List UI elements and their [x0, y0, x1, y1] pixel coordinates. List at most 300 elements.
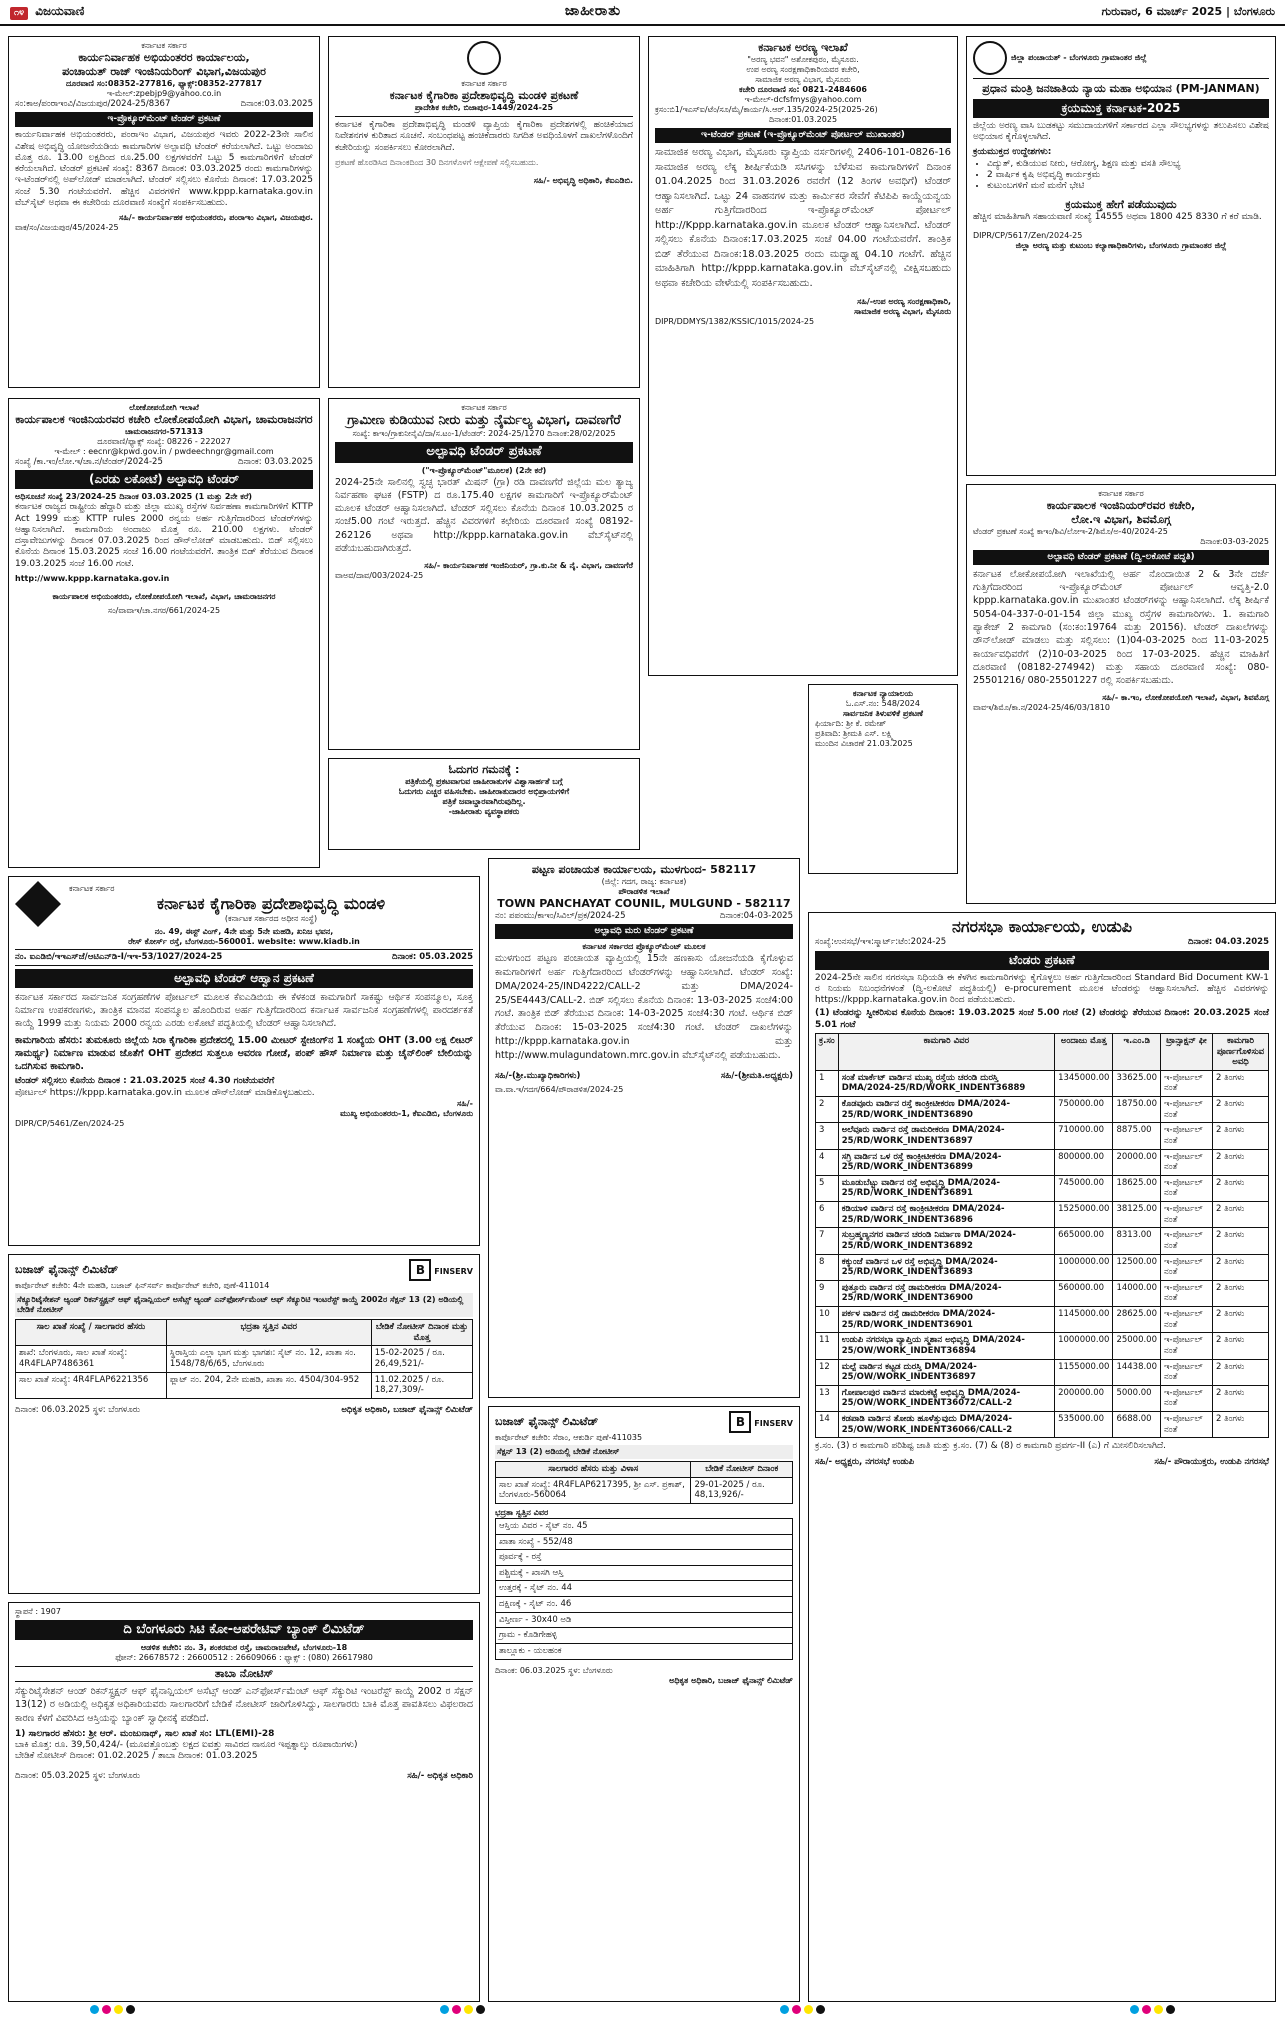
notice-line: ಕರ್ನಾಟಕ ನ್ಯಾಯಾಲಯ — [852, 689, 914, 698]
table-cell: 38125.00 — [1113, 1202, 1161, 1228]
ad-ref: ಟೆಂಡರ್ ಪ್ರಕಟಣೆ ಸಂಖ್ಯೆ ಕಾಇಂ/ಶಿವಿ/ಲೋಇ-2/ಶಿಮೊ/ಅ-40/2024-25 — [973, 526, 1168, 536]
ad-body: ಕರ್ನಾಟಕ ಲೋಕೋಪಯೋಗಿ ಇಲಾಖೆಯಲ್ಲಿ ಅರ್ಹ ನೊಂದಾಯಿತ 2 & 3ನೇ ದರ್ಜೆ ಗುತ್ತಿಗೆದಾರರಿಂದ ಇ-ಪ್ರೊಕ್ಯೂರ್‌ಮೆಂಟ್ ಪೋರ್ಟಲ್ ಆವೃತ್ತಿ-2.0 kppp.karnataka.gov.in ಮುಖಾಂತರ ಟೆಂಡರ್‌ಗಳನ್ನು ಆಹ್ವಾನಿಸಲಾಗಿದೆ. ಲೆಕ್ಕ ಶೀರ್ಷಿಕೆ 5054-04-337-0-01-154 ಜಿಲ್ಲಾ ಮುಖ್ಯ ರಸ್ತೆಗಳ ಕಾಮಗಾರಿಗಳು. 1. ಕಾಮಗಾರಿ ಪ್ಯಾಕೇಜ್ 2 ಕಾಮಗಾರಿ (ಸಂ:ಕಂ:19764 ಮತ್ತು 20156). ಟೆಂಡರ್ ದಾಖಲೆಗಳನ್ನು ಡೌನ್‌ಲೋಡ್ ಮಾಡಲು ಮತ್ತು ಸಲ್ಲಿಸಲು: (1)04-03-2025 ರಿಂದ 11-03-2025 ಕಾರ್ಯಾವಧಿವರೆಗೆ (2)10-03-2025 ರಿಂದ 17-03-2025. ಹೆಚ್ಚಿನ ಮಾಹಿತಿಗೆ ದೂರವಾಣಿ (08182-274942) ಮತ್ತು ಸಹಾಯ ದೂರವಾಣಿ ಸಂಖ್ಯೆ: 080-25501216/ 080-25501227 ರಲ್ಲಿ ಸಂಪರ್ಕಿಸಬಹುದು. — [973, 568, 1269, 687]
ad-phone: ಫೋನ್: 26678572 : 26600512 : 26609066 : ಫ್ಯಾಕ್ಸ್ : (080) 26617980 — [115, 1653, 373, 1663]
ad-sub-banner: ಕರ್ನಾಟಕ ಸರ್ಕಾರದ ಪ್ರೊಕ್ಯೂರ್‌ಮೆಂಟ್ ಮೂಲಕ — [582, 942, 706, 952]
ad-item: ಬೇಡಿಕೆ ನೋಟೀಸ್ ದಿನಾಂಕ: 01.02.2025 / ತಾಬಾ ದಿನಾಂಕ: 01.03.2025 — [15, 1751, 258, 1762]
ad-signature: ಸಹಿ/- — [457, 1098, 473, 1108]
ad-rdws-davanagere — [328, 398, 640, 750]
notice-title: ಓದುಗರ ಗಮನಕ್ಕೆ : — [448, 763, 520, 776]
table-row — [816, 1280, 1269, 1306]
table-cell: 12500.00 — [1113, 1254, 1161, 1280]
ad-title: ನಗರಸಭಾ ಕಾರ್ಯಾಲಯ, ಉಡುಪಿ — [951, 917, 1133, 936]
table-cell: 2 ತಿಂಗಳು — [1213, 1123, 1269, 1149]
table-cell: ಇ-ಪೋರ್ಟಲ್ ನಂತೆ — [1161, 1228, 1213, 1254]
table-cell: 18625.00 — [1113, 1175, 1161, 1201]
magenta-dot-icon — [102, 2005, 111, 2014]
page-number: ೧೪ — [10, 7, 28, 20]
bajaj-logo-icon: B — [729, 1411, 751, 1433]
table-cell: ಇ-ಪೋರ್ಟಲ್ ನಂತೆ — [1161, 1359, 1213, 1385]
ad-udupi-cmc — [808, 912, 1276, 2002]
ad-court-notice — [808, 684, 958, 874]
table-cell: ಇ-ಪೋರ್ಟಲ್ ನಂತೆ — [1161, 1149, 1213, 1175]
color-registration-marks — [90, 2005, 135, 2014]
ad-body: ಕರ್ನಾಟಕ ರಾಜ್ಯದ ರಾಷ್ಟ್ರೀಯ ಹೆದ್ದಾರಿ ಮತ್ತು ಜಿಲ್ಲಾ ಮುಖ್ಯ ರಸ್ತೆಗಳ ನಿರ್ವಹಣಾ ಕಾಮಗಾರಿಗಳಿಗೆ KTTP Act 1999 ಮತ್ತು KTTP rules 2000 ರನ್ವಯ ಅರ್ಹ ಗುತ್ತಿಗೆದಾರರಿಂದ ಟೆಂಡರ್‌ಗಳನ್ನು ಆಹ್ವಾನಿಸಲಾಗಿದೆ. ಕಾಮಗಾರಿಯ ಅಂದಾಜು ಮೊತ್ತ ರೂ. 210.00 ಲಕ್ಷಗಳು. ಟೆಂಡರ್ ದಸ್ತಾವೇಜುಗಳನ್ನು ದಿನಾಂಕ 07.03.2025 ರಿಂದ ಡೌನ್‌ಲೋಡ್ ಮಾಡಬಹುದು. ಬಿಡ್ ಸಲ್ಲಿಸಲು ಕೊನೆಯ ದಿನಾಂಕ 15.03.2025 ಸಂಜೆ 16.00 ಗಂಟೆಯವರೆಗೆ. ತಾಂತ್ರಿಕ ಬಿಡ್ ತೆರೆಯುವ ದಿನಾಂಕ 19.03.2025 ಸಂಜೆ 16.00 ಗಂಟೆ. — [15, 502, 313, 569]
ad-dates: (1) ಟೆಂಡರನ್ನು ಸ್ವೀಕರಿಸುವ ಕೊನೆಯ ದಿನಾಂಕ: 19.03.2025 ಸಂಜೆ 5.00 ಗಂಟೆ (2) ಟೆಂಡರನ್ನು ತೆರೆಯುವ ದಿನಾಂಕ: 20.03.2025 ಸಂಜೆ 5.01 ಗಂಟೆ — [815, 1008, 1269, 1030]
ad-title: ಕರ್ನಾಟಕ ಕೈಗಾರಿಕಾ ಪ್ರದೇಶಾಭಿವೃದ್ಧಿ ಮಂಡಳಿ — [156, 894, 386, 913]
ad-ref: ಸಂಖ್ಯೆ:ಉನಸಭೆ/ಇಇ:ಸ್ಮಾರ್ಟ್:ಟೆಂ:2024-25 — [815, 937, 947, 947]
table-row — [496, 1565, 793, 1581]
table-cell: 8 — [816, 1254, 839, 1280]
table-cell: 28625.00 — [1113, 1307, 1161, 1333]
ad-footer: ದಿನಾಂಕ: 06.03.2025 ಸ್ಥಳ: ಬೆಂಗಳೂರು — [15, 1404, 141, 1415]
table-cell: 33625.00 — [1113, 1070, 1161, 1096]
table-row — [816, 1385, 1269, 1411]
ad-footer: DIPR/CP/5617/Zen/2024-25 — [973, 231, 1083, 241]
table-cell: 14000.00 — [1113, 1280, 1161, 1306]
ad-gov-label: ಕರ್ನಾಟಕ ಸರ್ಕಾರ — [1098, 489, 1144, 498]
table-cell: 2 ತಿಂಗಳು — [1213, 1097, 1269, 1123]
table-row — [496, 1643, 793, 1659]
table-cell: ಗ್ರಾಮ - ಕೊಡಿಗೇಹಳ್ಳಿ — [496, 1628, 793, 1644]
ad-section-title: ಕ್ರಯಮುಕ್ತ ಹೇಗೆ ಪಡೆಯುವುದು — [1065, 198, 1177, 212]
table-row — [816, 1070, 1269, 1096]
ad-contact: ಹೆಚ್ಚಿನ ಮಾಹಿತಿಗಾಗಿ ಸಹಾಯವಾಣಿ ಸಂಖ್ಯೆ 14555 ಅಥವಾ 1800 425 8330 ಗೆ ಕರೆ ಮಾಡಿ. — [973, 212, 1262, 222]
table-cell: 2 ತಿಂಗಳು — [1213, 1175, 1269, 1201]
table-row — [816, 1175, 1269, 1201]
table-row — [496, 1477, 793, 1503]
ad-ref: ಸಂಖ್ಯೆ: ಕಾಇಂ/ಗ್ರಾಕುನೀನೈವಿ/ದಾ/ಸ.ಟಂ-1/ಟೆಂಡರ್: 2024-25/1270 ದಿನಾಂಕ:28/02/2025 — [352, 429, 616, 439]
ad-footer: DIPR/CP/5461/Zen/2024-25 — [15, 1118, 125, 1128]
ad-dept: ಪಂಚಾಯತ್ ರಾಜ್ ಇಂಜಿನಿಯರಿಂಗ್ ವಿಭಾಗ,ವಿಜಯಪುರ — [62, 64, 266, 78]
ad-address-3: ಸಾಮಾಜಿಕ ಅರಣ್ಯ ವಿಭಾಗ, ಮೈಸೂರು — [755, 74, 851, 84]
ad-note: ಪ್ರಕಟಣೆ ಹೊರಡಿಸಿದ ದಿನಾಂಕದಿಂದ 30 ದಿನಗಳೊಳಗೆ ಆಕ್ಷೇಪಣೆ ಸಲ್ಲಿಸಬಹುದು. — [335, 157, 539, 167]
ad-kiadb-tender — [8, 876, 480, 1246]
ad-banner: ಅಲ್ಪಾವಧಿ ಟೆಂಡರ್ ಪ್ರಕಟಣೆ — [335, 442, 633, 462]
ad-title: ದಿ ಬೆಂಗಳೂರು ಸಿಟಿ ಕೋ-ಆಪರೇಟಿವ್ ಬ್ಯಾಂಕ್ ಲಿಮಿಟೆಡ್ — [15, 1620, 473, 1640]
table-header: ಸಾಲ ಖಾತೆ ಸಂಖ್ಯೆ / ಸಾಲಗಾರರ ಹೆಸರು — [16, 1320, 167, 1346]
cyan-dot-icon — [440, 2005, 449, 2014]
ad-body: 2024-25ನೇ ಸಾಲಿನ ನಗರಸಭಾ ನಿಧಿಯಡಿ ಈ ಕೆಳಗಿನ ಕಾಮಗಾರಿಗಳನ್ನು ಕೈಗೊಳ್ಳಲು ಅರ್ಹ ಗುತ್ತಿಗೆದಾರರಿಂದ Standard Bid Document KW-1 ರ ನಿಯಮ ನಿಬಂಧನೆಗಳಂತೆ (ದ್ವಿ-ಲಕೋಟೆ ಪದ್ಧತಿಯಲ್ಲಿ) e-procurement ಮೂಲಕ ಟೆಂಡರನ್ನು ಆಹ್ವಾನಿಸಲಾಗಿದೆ. ಹೆಚ್ಚಿನ ವಿವರಗಳನ್ನು https://kppp.karnataka.gov.in ರಿಂದ ಪಡೆಯಬಹುದು. — [815, 972, 1269, 1006]
ad-signature-office: ಸಾಮಾಜಿಕ ಅರಣ್ಯ ವಿಭಾಗ, ಮೈಸೂರು — [854, 307, 951, 316]
ad-title: ಕರ್ನಾಟಕ ಕೈಗಾರಿಕಾ ಪ್ರದೇಶಾಭಿವೃದ್ಧಿ ಮಂಡಳಿ ಪ್ರಕಟಣೆ — [389, 89, 579, 103]
table-cell: ಇ-ಪೋರ್ಟಲ್ ನಂತೆ — [1161, 1385, 1213, 1411]
table-cell: ದಕ್ಷಿಣಕ್ಕೆ - ಸೈಟ್ ನಂ. 46 — [496, 1597, 793, 1613]
ad-website-link[interactable]: http://www.kppp.karnataka.gov.in — [15, 573, 170, 583]
ad-signature-1: ಸಹಿ/- ಅಧ್ಯಕ್ಷರು, ನಗರಸಭೆ ಉಡುಪಿ — [815, 1456, 915, 1467]
ad-footer: ವಾವಇ/ಶಿಮೊ/ಕಾ.ನ/2024-25/46/03/1810 — [973, 703, 1110, 713]
ad-address: ಆಡಳಿತ ಕಚೇರಿ: ನಂ. 3, ಶಂಕರಮಠ ರಸ್ತೆ, ಚಾಮರಾಜಪೇಟೆ, ಬೆಂಗಳೂರು-18 — [140, 1643, 348, 1653]
table-header: ಅಂದಾಜು ಮೊತ್ತ — [1055, 1033, 1113, 1070]
ad-address-1: "ಅರಣ್ಯ ಭವನ" ಅಶೋಕಪುರಂ, ಮೈಸೂರು. — [747, 54, 859, 64]
table-cell: ಅಲೆವೂರು ವಾರ್ಡಿನ ರಸ್ತೆ ಡಾಮರೀಕರಣ DMA/2024-25/RD/WORK_INDENT36897 — [838, 1123, 1054, 1149]
ad-ref-date: ದಿನಾಂಕ: 04.03.2025 — [1188, 937, 1269, 947]
ad-signature-1: ಸಹಿ/-(ಶ್ರೀ.ಮುಖ್ಯಾಧಿಕಾರಿಗಳು) — [495, 1070, 581, 1081]
table-row — [816, 1333, 1269, 1359]
table-cell: ಪೂರ್ವಕ್ಕೆ - ರಸ್ತೆ — [496, 1550, 793, 1566]
ad-footer: ಸಂ/ವಾವಾಇ/ಚಾ.ನಗರ/661/2024-25 — [107, 605, 221, 615]
table-row — [496, 1597, 793, 1613]
table-cell: 535000.00 — [1055, 1412, 1113, 1438]
table-cell: ಉತ್ತರಕ್ಕೆ - ಸೈಟ್ ನಂ. 44 — [496, 1581, 793, 1597]
ad-signature: ಅಧಿಕೃತ ಅಧಿಕಾರಿ, ಬಜಾಜ್ ಫೈನಾನ್ಸ್ ಲಿಮಿಟೆಡ್ — [341, 1404, 473, 1415]
table-row — [816, 1228, 1269, 1254]
ad-body: ಕರ್ನಾಟಕ ಸರ್ಕಾರದ ಸಾರ್ವಜನಿಕ ಸಂಗ್ರಹಣೆಗಳ ಪೋರ್ಟಲ್ ಮೂಲಕ ಕೆಐಎಡಿಬಿಯ ಈ ಕೆಳಕಂಡ ಕಾಮಗಾರಿಗೆ ಸಾಕಷ್ಟು ಆರ್ಥಿಕ ಸಂಪನ್ಮೂಲ, ಸೂಕ್ತ ನಿರ್ಮಾಣ ಉಪಕರಣಗಳು, ತಾಂತ್ರಿಕ ಮಾನವ ಸಂಪನ್ಮೂಲ ಹೊಂದಿರುವ ಅರ್ಹ ಗುತ್ತಿಗೆದಾರರಿಂದ ಕರ್ನಾಟಕ ಸಾರ್ವಜನಿಕ ಸಂಗ್ರಹಣೆಗಳಲ್ಲಿ ಪಾರದರ್ಶಕತೆ ಕಾಯ್ದೆ 1999 ಮತ್ತು ನಿಯಮ 2000 ರನ್ವಯ ಎರಡು ಲಕೋಟೆ ಪದ್ಧತಿಯಲ್ಲಿ ಟೆಂಡರ್ ಆಹ್ವಾನಿಸಲಾಗಿದೆ. — [15, 991, 473, 1030]
magenta-dot-icon — [452, 2005, 461, 2014]
ad-signature: ಜಿಲ್ಲಾ ಅರಣ್ಯ ಮತ್ತು ಕುಟುಂಬ ಕಲ್ಯಾಣಾಧಿಕಾರಿಗಳು, ಬೆಂಗಳೂರು ಗ್ರಾಮಾಂತರ ಜಿಲ್ಲೆ — [1015, 241, 1227, 251]
table-cell: 560000.00 — [1055, 1280, 1113, 1306]
masthead-title: ವಿಜಯವಾಣಿ — [35, 3, 85, 18]
table-cell: ಇ-ಪೋರ್ಟಲ್ ನಂತೆ — [1161, 1202, 1213, 1228]
ad-banner: ಅಲ್ಪಾವಧಿ ಟೆಂಡರ್ ಪ್ರಕಟಣೆ (ದ್ವಿ-ಲಕೋಟೆ ಪದ್ಧತಿ) — [973, 550, 1269, 565]
ad-footer: DIPR/DDMYS/1382/KSSIC/1015/2024-25 — [655, 317, 815, 326]
ad-header: ಪಟ್ಟಣ ಪಂಚಾಯತ ಕಾರ್ಯಾಲಯ, ಮುಳಗುಂದ- 582117 — [531, 863, 757, 876]
notice-line: ಓದುಗರು ಎಚ್ಚರ ವಹಿಸಬೇಕು. ಜಾಹೀರಾತುದಾರರ ಅಭಿಪ್ರಾಯಗಳಿಗೆ — [398, 786, 570, 796]
table-cell: 2 ತಿಂಗಳು — [1213, 1412, 1269, 1438]
table-cell: ಖಾತಾ ಸಂಖ್ಯೆ - 552/48 — [496, 1534, 793, 1550]
ad-body: ಸಾಮಾಜಿಕ ಅರಣ್ಯ ವಿಭಾಗ, ಮೈಸೂರು ವ್ಯಾಪ್ತಿಯ ನರ್ಸರಿಗಳಲ್ಲಿ 2406-101-0826-16 ಸಾಮಾಜಿಕ ಅರಣ್ಯ ಲೆಕ್ಕ ಶೀರ್ಷಿಕೆಯಡಿ ಸಸಿಗಳನ್ನು ಬೆಳೆಸುವ ಕಾಮಗಾರಿಗಳಿಗೆ ದಿನಾಂಕ 01.04.2025 ರಿಂದ 31.03.2026 ರವರೆಗೆ (12 ತಿಂಗಳ ಅವಧಿಗೆ) ಟೆಂಡರ್ ಆಹ್ವಾನಿಸಲಾಗಿದೆ. ಒಟ್ಟು 24 ವಾಹನಗಳ ಮತ್ತು ಕಾರ್ಮಿಕರ ಸೇವೆಗೆ ಕೆಟಿಪಿಪಿ ಕಾಯ್ದೆಯನ್ವಯ ಅರ್ಹ ಗುತ್ತಿಗೆದಾರರಿಂದ ಇ-ಪ್ರೊಕ್ಯೂರ್‌ಮೆಂಟ್ ಪೋರ್ಟಲ್ http://Kppp.karnataka.gov.in ಮೂಲಕ ಟೆಂಡರ್ ಆಹ್ವಾನಿಸಲಾಗಿದೆ. ಟೆಂಡರ್ ಸಲ್ಲಿಸಲು ಕೊನೆಯ ದಿನಾಂಕ:17.03.2025 ಸಂಜೆ 04.00 ಗಂಟೆಯವರೆಗೆ. ತಾಂತ್ರಿಕ ಬಿಡ್ ತೆರೆಯುವ ದಿನಾಂಕ:18.03.2025 ರಂದು ಮಧ್ಯಾಹ್ನ 04.10 ಗಂಟೆಗೆ. ಹೆಚ್ಚಿನ ಮಾಹಿತಿಗಾಗಿ http://kppp.karnataka.gov.in ವೆಬ್‌ಸೈಟ್‌ನಲ್ಲಿ ವೀಕ್ಷಿಸಬಹುದು ಅಥವಾ ಕಚೇರಿಯ ವೇಳೆಯಲ್ಲಿ ಸಂಪರ್ಕಿಸಬಹುದು. — [655, 147, 951, 289]
table-cell: 2 ತಿಂಗಳು — [1213, 1307, 1269, 1333]
ad-banner: ಅಲ್ಪಾವಧಿ ಮರು ಟೆಂಡರ್ ಪ್ರಕಟಣೆ — [495, 924, 793, 939]
table-cell: 10 — [816, 1307, 839, 1333]
table-cell: ಆಸ್ತಿಯ ವಿವರ - ಸೈಟ್ ನಂ. 45 — [496, 1518, 793, 1534]
ad-pwd-chamarajanagar — [8, 398, 320, 868]
table-cell: ಪಶ್ಚಿಮಕ್ಕೆ - ಖಾಸಗಿ ಆಸ್ತಿ — [496, 1565, 793, 1581]
ad-gov-label: ಕರ್ನಾಟಕ ಸರ್ಕಾರ — [461, 403, 507, 412]
ad-portal-link[interactable]: ಪೋರ್ಟಲ್ https://kppp.karnataka.gov.in ಮೂಲಕ ಡೌನ್‌ಲೋಡ್ ಮಾಡಿಕೊಳ್ಳಬಹುದು. — [15, 1087, 315, 1098]
table-cell: ಪರ್ಕಳ ವಾರ್ಡಿನ ರಸ್ತೆ ಡಾಮರೀಕರಣ DMA/2024-25/RD/WORK_INDENT36901 — [838, 1307, 1054, 1333]
table-cell: ಸ್ಥಿರಾಸ್ತಿಯ ಎಲ್ಲಾ ಭಾಗ ಮತ್ತು ಭಾಗಶಃ: ಸೈಟ್ ನಂ. 12, ಖಾತಾ ಸಂ. 1548/78/6/65, ಬೆಂಗಳೂರು — [166, 1346, 371, 1372]
table-cell: ಪುತ್ತೂರು ವಾರ್ಡಿನ ರಸ್ತೆ ಡಾಮರೀಕರಣ DMA/2024-25/RD/WORK_INDENT36900 — [838, 1280, 1054, 1306]
table-cell: 1 — [816, 1070, 839, 1096]
notice-line: ಮುಂದಿನ ವಿಚಾರಣೆ 21.03.2025 — [815, 739, 913, 748]
ad-body: ಸೆಕ್ಯುರಿಟೈಸೇಶನ್ ಆಂಡ್ ರಿಕನ್‌ಸ್ಟ್ರಕ್ಷನ್ ಆಫ್ ಫೈನಾನ್ಷಿಯಲ್ ಅಸೆಟ್ಸ್ ಆಂಡ್ ಎನ್‌ಫೋರ್ಸ್‌ಮೆಂಟ್ ಆಫ್ ಸೆಕ್ಯುರಿಟಿ ಇಂಟರೆಸ್ಟ್ ಕಾಯ್ದೆ 2002 ರ ಸೆಕ್ಷನ್ 13(12) ರ ಅಡಿಯಲ್ಲಿ ಅಧಿಕೃತ ಅಧಿಕಾರಿಯವರು ಸಾಲಗಾರರಿಗೆ ಬೇಡಿಕೆ ನೋಟೀಸ್ ಜಾರಿಗೊಳಿಸಿದ್ದು, ಸಾಲಗಾರರು ಬಾಕಿ ಮೊತ್ತ ಪಾವತಿಸಲು ವಿಫಲರಾದ ಕಾರಣ ಕೆಳಗೆ ವಿವರಿಸಿದ ಆಸ್ತಿಯನ್ನು ಬ್ಯಾಂಕ್ ಸ್ವಾಧೀನಕ್ಕೆ ಪಡೆದಿದೆ. — [15, 1686, 473, 1724]
notice-line: ಪತ್ರಿಕೆಯಲ್ಲಿ ಪ್ರಕಟವಾಗುವ ಜಾಹೀರಾತುಗಳ ವಿಶ್ವಾಸಾರ್ಹತೆ ಬಗ್ಗೆ — [405, 776, 563, 786]
table-row — [816, 1149, 1269, 1175]
table-row — [816, 1097, 1269, 1123]
ad-title: ಕರ್ನಾಟಕ ಅರಣ್ಯ ಇಲಾಖೆ — [758, 41, 848, 54]
ad-subtitle: (ಕರ್ನಾಟಕ ಸರ್ಕಾರದ ಅಧೀನ ಸಂಸ್ಥೆ) — [224, 914, 318, 923]
table-cell: 25000.00 — [1113, 1333, 1161, 1359]
color-registration-marks — [1130, 2005, 1175, 2014]
ad-signature: ಸಹಿ/- ಅಭಿವೃದ್ಧಿ ಅಧಿಕಾರಿ, ಕೆಐಎಡಿಬಿ. — [533, 176, 633, 186]
notice-line: ಸಾರ್ವಜನಿಕ ತಿಳುವಳಿಕೆ ಪ್ರಕಟಣೆ — [842, 709, 924, 718]
table-cell: 750000.00 — [1055, 1097, 1113, 1123]
list-item: • ಕುಟುಂಬಗಳಿಗೆ ಮನೆ ಮನೆಗೆ ಭೇಟಿ — [987, 181, 1269, 192]
ad-office: ಕಾರ್ಯನಿರ್ವಾಹಕ ಅಭಿಯಂತರರ ಕಾರ್ಯಾಲಯ, — [78, 51, 250, 64]
ad-email[interactable]: ಇ-ಮೇಲ್:zpebjp9@yahoo.co.in — [106, 88, 222, 98]
ad-title: ಗ್ರಾಮೀಣ ಕುಡಿಯುವ ನೀರು ಮತ್ತು ನೈರ್ಮಲ್ಯ ವಿಭಾಗ, ದಾವಣಗೆರೆ — [347, 413, 621, 428]
ad-ref-date: ದಿನಾಂಕ:03-03-2025 — [1200, 536, 1269, 546]
table-row — [816, 1412, 1269, 1438]
ad-address-2: ಉಪ ಅರಣ್ಯ ಸಂರಕ್ಷಣಾಧಿಕಾರಿಯವರ ಕಚೇರಿ, — [746, 64, 860, 74]
ad-signature: ಸಹಿ/- ಕಾರ್ಯನಿರ್ವಾಹಕ ಅಭಿಯಂತರರು, ಪಂರಾಇಂ ವಿಭಾಗ, ವಿಜಯಪುರ. — [119, 213, 313, 223]
ad-footer: ವಾಅವ/ದಾವ/003/2024-25 — [335, 571, 424, 581]
table-cell: ವಿಸ್ತೀರ್ಣ - 30x40 ಅಡಿ — [496, 1612, 793, 1628]
logo-text: FINSERV — [434, 1267, 473, 1276]
ad-ref-date: ದಿನಾಂಕ:01.03.2025 — [768, 114, 838, 124]
table-cell: ಇ-ಪೋರ್ಟಲ್ ನಂತೆ — [1161, 1307, 1213, 1333]
ad-gov-label: ಕರ್ನಾಟಕ ಸರ್ಕಾರ — [141, 41, 187, 50]
table-cell: 665000.00 — [1055, 1228, 1113, 1254]
magenta-dot-icon — [792, 2005, 801, 2014]
ad-header: ಜಿಲ್ಲಾ ಪಂಚಾಯತ್ - ಬೆಂಗಳೂರು ಗ್ರಾಮಾಂತರ ಜಿಲ್ಲೆ — [1011, 53, 1147, 62]
works-table — [815, 1033, 1269, 1438]
ad-notice: ಸೆಕ್ಷನ್ 13 (2) ಅಡಿಯಲ್ಲಿ ಬೇಡಿಕೆ ನೋಟೀಸ್ — [495, 1445, 793, 1459]
table-cell: ಇ-ಪೋರ್ಟಲ್ ನಂತೆ — [1161, 1123, 1213, 1149]
ad-footer: ವಾ.ವಾ.ಇ/ಗದಗ/664/ಪೌರಾಡಳಿತ/2024-25 — [495, 1085, 624, 1095]
kiadb-logo-icon — [15, 881, 61, 927]
table-cell: 2 ತಿಂಗಳು — [1213, 1202, 1269, 1228]
ad-item: 1) ಸಾಲಗಾರರ ಹೆಸರು: ಶ್ರೀ ಆರ್. ಮಂಜುನಾಥ್, ಸಾಲ ಖಾತೆ ಸಂ: LTL(EMI)-28 — [15, 1728, 275, 1739]
ad-body: ಮುಳಗುಂದ ಪಟ್ಟಣ ಪಂಚಾಯತ ವ್ಯಾಪ್ತಿಯಲ್ಲಿ 15ನೇ ಹಣಕಾಸು ಯೋಜನೆಯಡಿ ಕೈಗೊಳ್ಳುವ ಕಾಮಗಾರಿಗಳಿಗೆ ಅರ್ಹ ಗುತ್ತಿಗೆದಾರರಿಂದ ಟೆಂಡರ್‌ಗಳನ್ನು ಆಹ್ವಾನಿಸಲಾಗಿದೆ. ಟೆಂಡರ್ ಸಂಖ್ಯೆ: DMA/2024-25/IND4222/CALL-2 ಮತ್ತು DMA/2024-25/SE4443/CALL-2. ಬಿಡ್ ಸಲ್ಲಿಸಲು ಕೊನೆಯ ದಿನಾಂಕ: 13-03-2025 ಸಂಜೆ4:00 ಗಂಟೆ. ತಾಂತ್ರಿಕ ಬಿಡ್ ತೆರೆಯುವ ದಿನಾಂಕ: 14-03-2025 ಸಂಜೆ4:30 ಗಂಟೆ. ಆರ್ಥಿಕ ಬಿಡ್ ತೆರೆಯುವ ದಿನಾಂಕ: 15-03-2025 ಸಂಜೆ4:30 ಗಂಟೆ. ಟೆಂಡರ್ ದಾಖಲೆಗಳನ್ನು http://kppp.karnataka.gov.in ಮತ್ತು http://www.mulagundatown.mrc.gov.in ವೆಬ್‌ಸೈಟ್‌ನಲ್ಲಿ ಪಡೆಯಬಹುದು. — [495, 953, 793, 1061]
table-cell: ಇ-ಪೋರ್ಟಲ್ ನಂತೆ — [1161, 1097, 1213, 1123]
table-cell: 2 — [816, 1097, 839, 1123]
table-cell: ಇ-ಪೋರ್ಟಲ್ ನಂತೆ — [1161, 1254, 1213, 1280]
table-title: ಭದ್ರತಾ ಸ್ವತ್ತಿನ ವಿವರ — [495, 1507, 549, 1517]
ad-title: ಪ್ರಧಾನ ಮಂತ್ರಿ ಜನಜಾತಿಯ ನ್ಯಾಯ ಮಹಾ ಅಭಿಯಾನ (PM-JANMAN) — [982, 82, 1260, 95]
ad-readers-notice — [328, 758, 640, 850]
table-cell: 5 — [816, 1175, 839, 1201]
table-cell: 13 — [816, 1385, 839, 1411]
ad-ref: ಸಂ:ಕಾಅ/ಪಂರಾಇಂವಿ/ವಿಜಯಪುರ/2024-25/8367 — [15, 98, 171, 109]
table-cell: 8313.00 — [1113, 1228, 1161, 1254]
ad-office: ಕಾರ್ಯಪಾಲಕ ಇಂಜಿನಿಯರ್‌ರವರ ಕಚೇರಿ, — [1046, 499, 1196, 512]
table-cell: ಮಲ್ಪೆ ವಾರ್ಡಿನ ಕಟ್ಟಡ ದುರಸ್ತಿ DMA/2024-25/OW/WORK_INDENT36897 — [838, 1359, 1054, 1385]
ad-banner: ಕ್ರಯಮುಕ್ತ ಕರ್ನಾಟಕ-2025 — [973, 99, 1269, 118]
table-row — [816, 1307, 1269, 1333]
masthead — [10, 4, 84, 20]
ad-address: ನಂ. 49, ಈಸ್ಟ್ ವಿಂಗ್, 4ನೇ ಮತ್ತು 5ನೇ ಮಹಡಿ, ಖನಿಜ ಭವನ, — [154, 927, 334, 936]
yellow-dot-icon — [464, 2005, 473, 2014]
ad-subheader: (ಜಿಲ್ಲೆ: ಗದಗ, ರಾಜ್ಯ: ಕರ್ನಾಟಕ) — [601, 876, 687, 886]
borrower-table — [495, 1461, 793, 1504]
table-cell: ಇ-ಪೋರ್ಟಲ್ ನಂತೆ — [1161, 1070, 1213, 1096]
emblem-icon — [467, 41, 501, 75]
table-cell: 2 ತಿಂಗಳು — [1213, 1149, 1269, 1175]
table-row — [816, 1359, 1269, 1385]
table-cell: ಗೋಪಾಲಪುರ ವಾರ್ಡಿನ ಮಾರುಕಟ್ಟೆ ಅಭಿವೃದ್ಧಿ DMA/2024-25/OW/WORK_INDENT36072/CALL-2 — [838, 1385, 1054, 1411]
ad-title: TOWN PANCHAYAT COUNIL, MULGUND - 582117 — [497, 896, 791, 910]
cyan-dot-icon — [1130, 2005, 1139, 2014]
table-cell: 2 ತಿಂಗಳು — [1213, 1359, 1269, 1385]
table-cell: 11 — [816, 1333, 839, 1359]
table-cell: ಸಂತೆ ಮಾರ್ಕೆಟ್ ವಾರ್ಡಿನ ಮುಖ್ಯ ರಸ್ತೆಯ ಚರಂಡಿ ದುರಸ್ತಿ DMA/2024-25/RD/WORK_INDENT36889 — [838, 1070, 1054, 1096]
table-row — [496, 1550, 793, 1566]
table-header: ಭದ್ರತಾ ಸ್ವತ್ತಿನ ವಿವರ — [166, 1320, 371, 1346]
table-cell: 1155000.00 — [1055, 1359, 1113, 1385]
ad-sub-banner: ("ಇ-ಪ್ರೊಕ್ಯೂರ್‌ಮೆಂಟ್"ಮೂಲಕ) (2ನೇ ಕರೆ) — [421, 465, 547, 475]
ad-phone: ಕಚೇರಿ ದೂರವಾಣಿ ಸಂ: 0821-2484606 — [739, 84, 867, 94]
table-header: ಕಾಮಗಾರಿ ಪೂರ್ಣಗೊಳಿಸುವ ಅವಧಿ — [1213, 1033, 1269, 1070]
ad-body: ಕರ್ನಾಟಕ ಕೈಗಾರಿಕಾ ಪ್ರದೇಶಾಭಿವೃದ್ಧಿ ಮಂಡಳಿ ವ್ಯಾಪ್ತಿಯ ಕೈಗಾರಿಕಾ ಪ್ರದೇಶಗಳಲ್ಲಿ ಹಂಚಿಕೆಯಾದ ನಿವೇಶನಗಳ ಕುರಿತಾದ ಸೂಚನೆ. ಸಂಬಂಧಪಟ್ಟ ಹಂಚಿಕೆದಾರರು ನಿಗದಿತ ಅವಧಿಯೊಳಗೆ ದಾಖಲೆಗಳೊಂದಿಗೆ ಕಚೇರಿಯನ್ನು ಸಂಪರ್ಕಿಸಲು ಕೋರಲಾಗಿದೆ. — [335, 120, 633, 153]
issue-date: ಗುರುವಾರ, 6 ಮಾರ್ಚ್ 2025 | ಬೆಂಗಳೂರು — [1101, 5, 1275, 19]
ad-bajaj-finance-2 — [488, 1406, 800, 2002]
ad-banner: ಅಲ್ಪಾವಧಿ ಟೆಂಡರ್ ಆಹ್ವಾನ ಪ್ರಕಟಣೆ — [15, 969, 473, 988]
table-row — [496, 1534, 793, 1550]
ad-ref: ನಂ. ಐಎಡಿಬಿ/ಇಇಎಸ್‌ಜೆ/ಆಟಿಎನ್‌ಡಿ-I/ಇಇ-53/1027/2024-25 — [15, 952, 223, 962]
table-cell: ಫ್ಲಾಟ್ ನಂ. 204, 2ನೇ ಮಹಡಿ, ಖಾತಾ ಸಂ. 4504/304-952 — [166, 1372, 371, 1398]
table-cell: ಮೂಡುಬೆಟ್ಟು ವಾರ್ಡಿನ ರಸ್ತೆ ಅಭಿವೃದ್ಧಿ DMA/2024-25/RD/WORK_INDENT36891 — [838, 1175, 1054, 1201]
black-dot-icon — [816, 2005, 825, 2014]
ad-subtitle: ಕಾರ್ಪೊರೇಟ್ ಕಚೇರಿ: ಸೆರಾಂ, ಆಕುರ್ಡಿ ಪುಣೆ-411035 — [495, 1433, 643, 1442]
ad-signature: ಸಹಿ/-ಉಪ ಅರಣ್ಯ ಸಂರಕ್ಷಣಾಧಿಕಾರಿ, — [857, 297, 951, 306]
table-cell: 18750.00 — [1113, 1097, 1161, 1123]
table-cell: 2 ತಿಂಗಳು — [1213, 1254, 1269, 1280]
table-cell: 7 — [816, 1228, 839, 1254]
table-row — [816, 1254, 1269, 1280]
table-cell: 14438.00 — [1113, 1359, 1161, 1385]
ad-work-name: ಕಾಮಗಾರಿಯ ಹೆಸರು: ತುಮಕೂರು ಜಿಲ್ಲೆಯ ಸಿರಾ ಕೈಗಾರಿಕಾ ಪ್ರದೇಶದಲ್ಲಿ 15.00 ಮೀಟರ್ ಸ್ಟೇಜಿಂಗ್‌ನ 1 ಸಂಖ್ಯೆಯ OHT (3.00 ಲಕ್ಷ ಲೀಟರ್ ಸಾಮರ್ಥ್ಯ) ನಿರ್ಮಾಣ ಮಾಡುವ ಜೊತೆಗೆ OHT ಪ್ರದೇಶದ ಸುತ್ತಲೂ ಆವರಣ ಗೋಡೆ, ಪಂಪ್ ಹೌಸ್ ನಿರ್ಮಾಣ ಮತ್ತು ಚೈನ್‌ಲಿಂಕ್ ಬೇಲಿಯನ್ನು ಒದಗಿಸುವ ಕಾಮಗಾರಿ. — [15, 1034, 473, 1073]
table-cell: 8875.00 — [1113, 1123, 1161, 1149]
table-header: ಬೇಡಿಕೆ ನೋಟೀಸ್ ದಿನಾಂಕ ಮತ್ತು ಮೊತ್ತ — [371, 1320, 472, 1346]
table-cell: 1000000.00 — [1055, 1254, 1113, 1280]
table-row — [16, 1372, 473, 1398]
logo-text: FINSERV — [754, 1419, 793, 1428]
section-title: ಜಾಹೀರಾತು — [564, 3, 622, 20]
ad-signature-2: ಸಹಿ/-(ಶ್ರೀಮತಿ.ಅಧ್ಯಕ್ಷರು) — [720, 1070, 793, 1081]
black-dot-icon — [476, 2005, 485, 2014]
table-cell: ಸಾಲ ಖಾತೆ ಸಂಖ್ಯೆ: 4R4FLAP6221356 — [16, 1372, 167, 1398]
ad-dept: ಲೋ.ಇ ವಿಭಾಗ, ಶಿವಮೊಗ್ಗ — [1071, 512, 1171, 526]
ad-ref-date: ದಿನಾಂಕ:03.03.2025 — [240, 98, 313, 109]
black-dot-icon — [1166, 2005, 1175, 2014]
table-cell: 745000.00 — [1055, 1175, 1113, 1201]
table-cell: 4 — [816, 1149, 839, 1175]
ad-gov-label: ಕರ್ನಾಟಕ ಸರ್ಕಾರ — [69, 884, 115, 893]
ad-notice: ಸೆಕ್ಯೂರಿಟೈಸೇಶನ್ ಆ್ಯಂಡ್ ರಿಕನ್‌ಸ್ಟ್ರಕ್ಷನ್ ಆಫ್ ಫೈನಾನ್ಷಿಯಲ್ ಅಸೆಟ್ಸ್ ಆ್ಯಂಡ್ ಎನ್‌ಫೋರ್ಸ್‌ಮೆಂಟ್ ಆಫ್ ಸೆಕ್ಯೂರಿಟಿ ಇಂಟರೆಸ್ಟ್ ಕಾಯ್ದೆ 2002ರ ಸೆಕ್ಷನ್ 13 (2) ಅಡಿಯಲ್ಲಿ ಬೇಡಿಕೆ ನೋಟೀಸ್ — [15, 1293, 473, 1317]
notice-line: ಪತ್ರಿಕೆ ಜವಾಬ್ದಾರವಾಗಿರುವುದಿಲ್ಲ. — [442, 796, 526, 806]
ad-forest-mysuru — [648, 36, 958, 676]
cyan-dot-icon — [90, 2005, 99, 2014]
table-cell: 9 — [816, 1280, 839, 1306]
bajaj-logo-icon: B — [409, 1259, 431, 1281]
table-cell: ಸುಬ್ರಹ್ಮಣ್ಯನಗರ ವಾರ್ಡಿನ ಚರಂಡಿ ನಿರ್ಮಾಣ DMA/2024-25/RD/WORK_INDENT36892 — [838, 1228, 1054, 1254]
table-cell: 20000.00 — [1113, 1149, 1161, 1175]
ad-pre-vijayapura — [8, 36, 320, 388]
ad-ref-date: ದಿನಾಂಕ: 03.03.2025 — [237, 456, 313, 467]
table-cell: ಕಡಪಾಡಿ ವಾರ್ಡಿನ ತೋಡು ಹೂಳೆತ್ತುವುದು DMA/2024-25/OW/WORK_INDENT36066/CALL-2 — [838, 1412, 1054, 1438]
table-cell: 2 ತಿಂಗಳು — [1213, 1385, 1269, 1411]
notice-line: ಪ್ರತಿವಾದಿ: ಶ್ರೀಮತಿ ಎಸ್. ಲಕ್ಷ್ಮಿ — [815, 729, 894, 738]
yellow-dot-icon — [804, 2005, 813, 2014]
ad-bajaj-finance-1 — [8, 1254, 480, 1594]
table-cell: 5000.00 — [1113, 1385, 1161, 1411]
table-cell: ಇ-ಪೋರ್ಟಲ್ ನಂತೆ — [1161, 1175, 1213, 1201]
ad-subtitle: ಪ್ರಾದೇಶಿಕ ಕಚೇರಿ, ಬಿಜಾಪುರ-1449/2024-25 — [414, 103, 554, 112]
table-row — [496, 1628, 793, 1644]
ad-phone: ದೂರವಾಣಿ ಸಂ:08352-277816, ಫ್ಯಾಕ್ಸ್:08352-277817 — [65, 78, 263, 88]
table-cell: ಇ-ಪೋರ್ಟಲ್ ನಂತೆ — [1161, 1412, 1213, 1438]
ad-phone: ದೂರವಾಣಿ/ಫ್ಯಾಕ್ಸ್ ಸಂಖ್ಯೆ: 08226 - 222027 — [97, 436, 231, 446]
table-row — [496, 1518, 793, 1534]
table-cell: 710000.00 — [1055, 1123, 1113, 1149]
notice-line: ಫಿರ್ಯಾದಿ: ಶ್ರೀ ಕೆ. ರಮೇಶ್ — [815, 719, 887, 728]
ad-body: 2024-25ನೇ ಸಾಲಿನಲ್ಲಿ ಸ್ವಚ್ಛ ಭಾರತ್ ಮಿಷನ್ (ಗ್ರಾ) ರಡಿ ದಾವಣಗೆರೆ ಜಿಲ್ಲೆಯ ಮಲ ತ್ಯಾಜ್ಯ ನಿರ್ವಹಣಾ ಘಟಕ (FSTP) ದ ರೂ.175.40 ಲಕ್ಷಗಳ ಕಾಮಗಾರಿಗೆ ಇ-ಪ್ರೊಕ್ಯೂರ್‌ಮೆಂಟ್ ಮೂಲಕ ಟೆಂಡರ್ ಆಹ್ವಾನಿಸಲಾಗಿದೆ. ಟೆಂಡರ್ ಸಲ್ಲಿಸಲು ಕೊನೆಯ ದಿನಾಂಕ 10.03.2025 ರ ಸಂಜೆ5.00 ಗಂಟೆ ಇರುತ್ತದೆ. ಹೆಚ್ಚಿನ ವಿವರಗಳಿಗೆ ಕಛೇರಿಯ ದೂರವಾಣಿ ಸಂಖ್ಯೆ 08192-262126 ಅಥವಾ http://kppp.karnataka.gov.in ವೆಬ್‌ಸೈಟ್‌ನಲ್ಲಿ ಪಡೆಯಬಹುದಾಗಿರುತ್ತದೆ. — [335, 476, 633, 554]
table-cell: 6 — [816, 1202, 839, 1228]
zp-emblem-icon — [973, 41, 1007, 75]
table-cell: 2 ತಿಂಗಳು — [1213, 1333, 1269, 1359]
table-cell: ಸಗ್ರಿ ವಾರ್ಡಿನ ಒಳ ರಸ್ತೆ ಕಾಂಕ್ರೀಟೀಕರಣ DMA/2024-25/RD/WORK_INDENT36899 — [838, 1149, 1054, 1175]
table-cell: 800000.00 — [1055, 1149, 1113, 1175]
ad-signature: ಸಹಿ/- ಕಾರ್ಯನಿರ್ವಾಹಕ ಇಂಜಿನಿಯರ್, ಗ್ರಾ.ಕು.ನೀ & ನೈ. ವಿಭಾಗ, ದಾವಣಗೆರೆ — [424, 561, 633, 571]
table-cell: ಸಾಲ ಖಾತೆ ಸಂಖ್ಯೆ: 4R4FLAP6217395, ಶ್ರೀ ಎಸ್. ಪ್ರಕಾಶ್, ಬೆಂಗಳೂರು-560064 — [496, 1477, 691, 1503]
black-dot-icon — [126, 2005, 135, 2014]
color-registration-marks — [780, 2005, 825, 2014]
color-registration-marks — [440, 2005, 485, 2014]
ad-pm-janman — [966, 36, 1276, 476]
table-cell: ಶಾಖೆ: ಬೆಂಗಳೂರು, ಸಾಲ ಖಾತೆ ಸಂಖ್ಯೆ: 4R4FLAP7486361 — [16, 1346, 167, 1372]
notice-signature: -ಜಾಹೀರಾತು ವ್ಯವಸ್ಥಾಪಕರು — [448, 806, 520, 816]
demand-notice-table — [15, 1319, 473, 1399]
list-item: • ವಿದ್ಯುತ್, ಕುಡಿಯುವ ನೀರು, ಆರೋಗ್ಯ, ಶಿಕ್ಷಣ ಮತ್ತು ವಸತಿ ಸೌಲಭ್ಯ — [987, 159, 1269, 170]
table-cell: 14 — [816, 1412, 839, 1438]
table-header: ಬೇಡಿಕೆ ನೋಟೀಸ್ ದಿನಾಂಕ — [691, 1462, 793, 1478]
table-cell: ಕೊಡವೂರು ವಾರ್ಡಿನ ರಸ್ತೆ ಕಾಂಕ್ರೀಟೀಕರಣ DMA/2024-25/RD/WORK_INDENT36890 — [838, 1097, 1054, 1123]
yellow-dot-icon — [114, 2005, 123, 2014]
table-cell: 1345000.00 — [1055, 1070, 1113, 1096]
ad-email[interactable]: ಇ-ಮೇಲ್-dcfsfmys@yahoo.com — [744, 94, 862, 104]
ad-ref: ನಂ: ಪಪಂಮು/ಕಾಇಂ/ಸಿವಿಲ್/ಪ್ರಕ/2024-25 — [495, 910, 626, 921]
ad-ref-date: ದಿನಾಂಕ:04-03-2025 — [719, 910, 793, 921]
ad-banner: (ಎರಡು ಲಕೋಟೆ) ಅಲ್ಪಾವಧಿ ಟೆಂಡರ್ — [15, 470, 313, 489]
table-header: ಇ.ಎಂ.ಡಿ — [1113, 1033, 1161, 1070]
property-table — [495, 1518, 793, 1660]
ad-address-2: ರೇಸ್ ಕೋರ್ಸ್ ರಸ್ತೆ, ಬೆಂಗಳೂರು-560001. website: www.kiadb.in — [128, 937, 360, 946]
table-cell: 6688.00 — [1113, 1412, 1161, 1438]
table-header: ಸಾಲಗಾರರ ಹೆಸರು ಮತ್ತು ವಿಳಾಸ — [496, 1462, 691, 1478]
ad-office: ಕಾರ್ಯಪಾಲಕ ಇಂಜಿನಿಯರವರ ಕಚೇರಿ ಲೋಕೋಪಯೋಗಿ ವಿಭಾಗ, ಚಾಮರಾಜನಗರ — [15, 413, 313, 426]
ad-banner: ಇ-ಪ್ರೊಕ್ಯೂರ್‌ಮೆಂಟ್ ಟೆಂಡರ್ ಪ್ರಕಟಣೆ — [15, 112, 313, 127]
table-cell: 1525000.00 — [1055, 1202, 1113, 1228]
table-cell: ಕಡಿಯಾಳಿ ವಾರ್ಡಿನ ರಸ್ತೆ ಕಾಂಕ್ರೀಟೀಕರಣ DMA/2024-25/RD/WORK_INDENT36896 — [838, 1202, 1054, 1228]
ad-notice-number: ಅಧಿಸೂಚನೆ ಸಂಖ್ಯೆ 23/2024-25 ದಿನಾಂಕ 03.03.2025 (1 ಮತ್ತು 2ನೇ ಕರೆ) — [15, 492, 253, 502]
ad-email[interactable]: ಇ-ಮೇಲ್ : eecnr@kpwd.gov.in / pwdeechngr@gmail.com — [54, 446, 274, 456]
table-cell: ಉಡುಪಿ ನಗರಸಭಾ ವ್ಯಾಪ್ತಿಯ ಸ್ಮಶಾನ ಅಭಿವೃದ್ಧಿ DMA/2024-25/OW/WORK_INDENT36894 — [838, 1333, 1054, 1359]
table-cell: 3 — [816, 1123, 839, 1149]
table-cell: 1145000.00 — [1055, 1307, 1113, 1333]
table-header: ಟ್ರಾನ್ಸಾಕ್ಷನ್ ಫೀ — [1161, 1033, 1213, 1070]
ad-banner: ಇ-ಟೆಂಡರ್ ಪ್ರಕಟಣೆ (ಇ-ಪ್ರೊಕ್ಯೂರ್‌ಮೆಂಟ್ ಪೋರ್ಟಲ್ ಮುಖಾಂತರ) — [655, 128, 951, 143]
ad-signature: ಅಧಿಕೃತ ಅಧಿಕಾರಿ, ಬಜಾಜ್ ಫೈನಾನ್ಸ್ ಲಿಮಿಟೆಡ್ — [669, 1675, 793, 1685]
table-cell: ತಾಲ್ಲೂಕು - ಯಲಹಂಕ — [496, 1643, 793, 1659]
ad-title: ಬಜಾಜ್ ಫೈನಾನ್ಸ್ ಲಿಮಿಟೆಡ್ — [495, 1415, 599, 1429]
ad-gov-label: ಕರ್ನಾಟಕ ಸರ್ಕಾರ — [461, 79, 507, 89]
ad-body: ಜಿಲ್ಲೆಯ ಅರಣ್ಯ ವಾಸಿ ಬುಡಕಟ್ಟು ಸಮುದಾಯಗಳಿಗೆ ಸರ್ಕಾರದ ಎಲ್ಲಾ ಸೌಲಭ್ಯಗಳನ್ನು ತಲುಪಿಸಲು ವಿಶೇಷ ಅಭಿಯಾನ ಕೈಗೊಳ್ಳಲಾಗಿದೆ. — [973, 120, 1269, 142]
ad-ref-date: ದಿನಾಂಕ: 05.03.2025 — [392, 952, 473, 962]
ad-footer: ದಿನಾಂಕ: 06.03.2025 ಸ್ಥಳ: ಬೆಂಗಳೂರು — [495, 1665, 613, 1675]
ad-dept: ಪೌರಾಡಳಿತ ಇಲಾಖೆ — [618, 886, 670, 896]
table-row — [816, 1123, 1269, 1149]
ad-item: ಬಾಕಿ ಮೊತ್ತ: ರೂ. 39,50,424/- (ಮೂವತ್ತೊಂಬತ್ತು ಲಕ್ಷದ ಐವತ್ತು ಸಾವಿರದ ನಾನೂರ ಇಪ್ಪತ್ನಾಲ್ಕು ರೂಪಾಯಿಗಳು) — [15, 1740, 358, 1751]
notice-line: ಓ.ಎಸ್.ನಂ: 548/2024 — [846, 699, 920, 708]
ad-city-coop-bank — [8, 1602, 480, 2002]
table-cell: 15-02-2025 / ರೂ. 26,49,521/- — [371, 1346, 472, 1372]
table-cell: ಕಕ್ಕುಂಜೆ ವಾರ್ಡಿನ ಒಳ ರಸ್ತೆ ಅಭಿವೃದ್ಧಿ DMA/2024-25/RD/WORK_INDENT36893 — [838, 1254, 1054, 1280]
table-cell: 1000000.00 — [1055, 1333, 1113, 1359]
table-cell: 29-01-2025 / ರೂ. 48,13,926/- — [691, 1477, 793, 1503]
ad-body: ಕಾರ್ಯನಿರ್ವಾಹಕ ಅಭಿಯಂತರರು, ಪಂರಾಇಂ ವಿಭಾಗ, ವಿಜಯಪುರ ಇವರು 2022-23ನೇ ಸಾಲಿನ ವಿಶೇಷ ಅಭಿವೃದ್ಧಿ ಯೋಜನೆಯಡಿಯ ಕಾಮಗಾರಿಗಳ ಅಲ್ಪಾವಧಿ ಟೆಂಡರ್ ಕರೆಯಲಾಗಿದೆ. ಒಟ್ಟು ಅಂದಾಜು ಮೊತ್ತ ರೂ. 13.00 ಲಕ್ಷದಿಂದ ರೂ.25.00 ಲಕ್ಷಗಳವರೆಗೆ ಒಟ್ಟು 5 ಕಾಮಗಾರಿಗಳಿಗೆ ಟೆಂಡರ್ ಕರೆಯಲಾಗಿದೆ. ಟೆಂಡರ್ ಪ್ರಕಟಣೆ ಸಂಖ್ಯೆ: 8367 ದಿನಾಂಕ: 03.03.2025 ರಂದು ಕಾಮಗಾರಿಗಳನ್ನು ಇ-ಟೆಂಡರ್‌ನಲ್ಲಿ ಅಪ್‌ಲೋಡ್ ಮಾಡಲಾಗಿದೆ. ಟೆಂಡರ್ ಸಲ್ಲಿಸಲು ಕೊನೆಯ ದಿನಾಂಕ: 17.03.2025 ಸಂಜೆ 5.30 ಗಂಟೆಯವರೆಗೆ. ಹೆಚ್ಚಿನ ವಿವರಗಳಿಗೆ www.kppp.karnataka.gov.in ವೆಬ್‌ಸೈಟ್ ಅಥವಾ ಈ ಕಚೇರಿಯ ದೂರವಾಣಿ ಸಂಖ್ಯೆಗೆ ಸಂಪರ್ಕಿಸಬಹುದು. — [15, 130, 313, 208]
ad-subtitle: ಕಾರ್ಪೊರೇಟ್ ಕಚೇರಿ: 4ನೇ ಮಹಡಿ, ಬಜಾಜ್ ಫಿನ್‌ಸರ್ವ್ ಕಾರ್ಪೊರೇಟ್ ಕಚೇರಿ, ಪುಣೆ-411014 — [15, 1281, 270, 1290]
ad-signature-office: ಮುಖ್ಯ ಅಭಿಯಂತರರು-1, ಕೆಐಎಡಿಬಿ, ಬೆಂಗಳೂರು — [340, 1108, 473, 1118]
table-cell: ಇ-ಪೋರ್ಟಲ್ ನಂತೆ — [1161, 1280, 1213, 1306]
page-header — [0, 0, 1285, 26]
ad-banner: ತಾಬಾ ನೋಟಿಸ್ — [15, 1666, 473, 1682]
table-cell: 200000.00 — [1055, 1385, 1113, 1411]
table-cell: 12 — [816, 1359, 839, 1385]
table-cell: ಇ-ಪೋರ್ಟಲ್ ನಂತೆ — [1161, 1333, 1213, 1359]
ad-signature: ಸಹಿ/- ಕಾ.ಇಂ, ಲೋಕೋಪಯೋಗಿ ಇಲಾಖೆ, ವಿಭಾಗ, ಶಿವಮೊಗ್ಗ — [1102, 693, 1269, 703]
table-header: ಕಾಮಗಾರಿ ವಿವರ — [838, 1033, 1054, 1070]
